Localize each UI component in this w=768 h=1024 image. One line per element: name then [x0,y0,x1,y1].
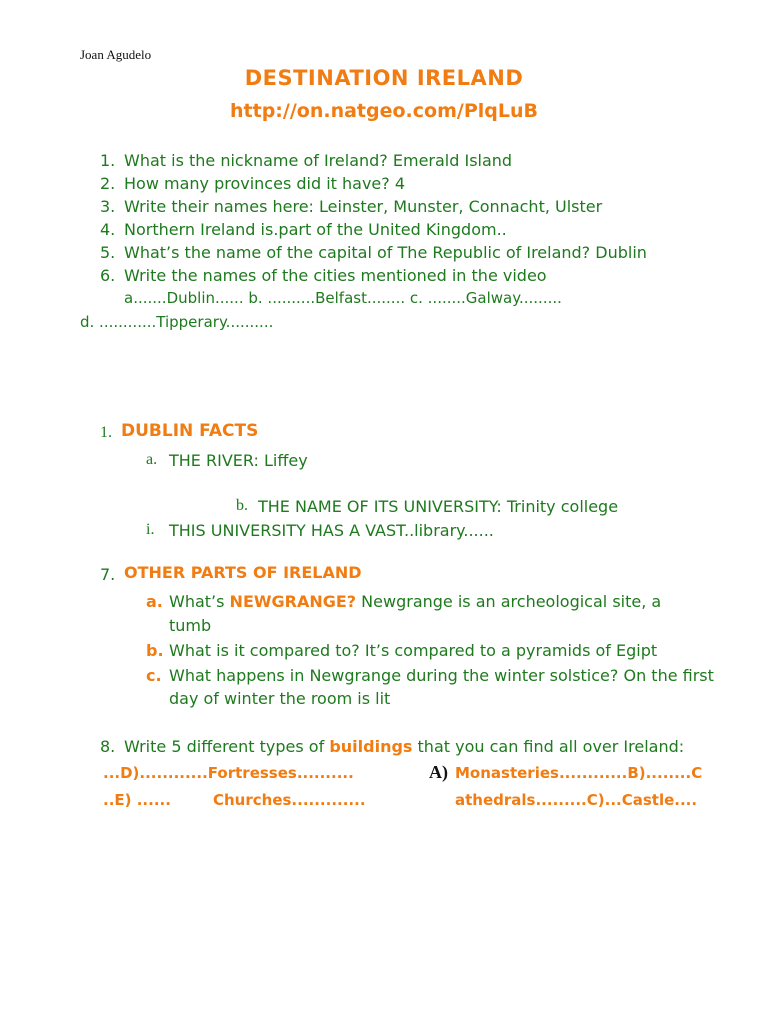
section-number: 7. [100,565,116,584]
section-number: 1. [100,424,112,441]
item-text [169,592,661,611]
item-text: THIS UNIVERSITY HAS A VAST..library...... [169,521,494,540]
item-text: What is it compared to? It’s compared to a pyramids of Egipt [169,641,658,660]
answer-line: Monasteries............B)........C [455,764,703,782]
item-text-continued: tumb [169,616,212,635]
cities-answer-line: a.......Dublin...... b. ..........Belfast........ c. ........Galway......... [124,289,562,307]
answer-line: ..E) ...... [103,791,171,809]
question-text-post: that you can find all over Ireland: [412,737,685,756]
item-label: a. [146,451,158,468]
question-number: 4. [100,220,116,239]
question-text-pre: Write 5 different types of [124,737,330,756]
item-label: c. [146,666,162,685]
item-text-continued: day of winter the room is lit [169,689,391,708]
buildings-keyword: buildings [329,737,413,756]
question-text: Write their names here: Leinster, Munster, Connacht, Ulster [124,197,603,216]
question-number: 1. [100,151,116,170]
author-name: Joan Agudelo [80,47,152,62]
section-number: 8. [100,737,116,756]
question-text: How many provinces did it have? 4 [124,174,406,193]
question-number: 2. [100,174,116,193]
question-text: What is the nickname of Ireland? Emerald Island [124,151,513,170]
video-link[interactable]: http://on.natgeo.com/PlqLuB [230,100,538,122]
question-number: 5. [100,243,116,262]
question-text: Northern Ireland is.part of the United Kingdom.. [124,220,507,239]
newgrange-keyword: NEWGRANGE? [229,592,357,611]
item-label: b. [146,641,164,660]
item-label: i. [146,521,155,538]
item-text-pre: What’s [169,592,230,611]
answer-label: A) [429,762,448,782]
answer-line: Churches............. [213,791,366,809]
page-title: DESTINATION IRELAND [244,66,524,90]
item-label: b. [236,497,248,514]
question-text: Write the names of the cities mentioned in the video [124,266,547,285]
answer-line: athedrals.........C)...Castle.... [455,791,698,809]
item-text-post: Newgrange is an archeological site, a [356,592,662,611]
question-text: What’s the name of the capital of The Republic of Ireland? Dublin [124,243,647,262]
question-number: 6. [100,266,116,285]
section-heading: DUBLIN FACTS [121,421,259,441]
item-text: What happens in Newgrange during the winter solstice? On the first [169,666,714,685]
answer-line: ...D)............Fortresses.......... [103,764,354,782]
cities-answer-line: d. ............Tipperary.......... [80,313,274,331]
question-text [124,737,684,756]
item-label: a. [146,592,163,611]
item-text: THE NAME OF ITS UNIVERSITY: Trinity college [258,497,619,516]
section-heading: OTHER PARTS OF IRELAND [124,563,362,582]
item-text: THE RIVER: Liffey [169,451,308,470]
question-number: 3. [100,197,116,216]
